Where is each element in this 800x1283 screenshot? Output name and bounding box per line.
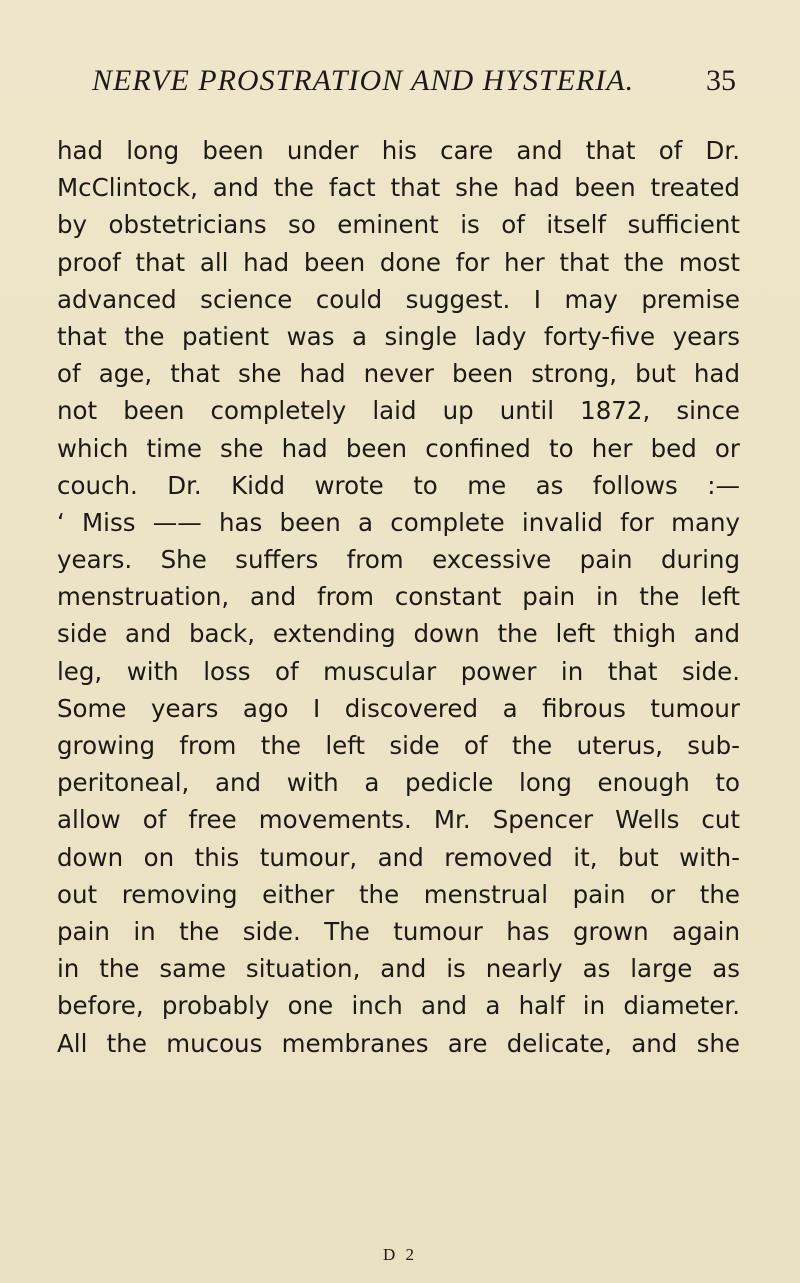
text-line: menstruation, and from constant pain in the left: [57, 582, 740, 612]
text-line: before, probably one inch and a half in diameter.: [57, 991, 740, 1021]
text-line: allow of free movements. Mr. Spencer Wells cut: [57, 805, 740, 835]
page-number: 35: [706, 64, 736, 97]
text-line: side and back, extending down the left thigh and: [57, 619, 740, 649]
signature-mark: D 2: [382, 1245, 418, 1264]
text-line: ‘ Miss —— has been a complete invalid for many: [57, 507, 740, 537]
text-line: not been completely laid up until 1872, since: [57, 396, 740, 426]
text-line: peritoneal, and with a pedicle long enough to: [57, 768, 740, 798]
text-line: that the patient was a single lady forty-five years: [57, 321, 740, 351]
text-line: All the mucous membranes are delicate, and she: [57, 1028, 740, 1058]
page-header: [92, 64, 736, 108]
text-line: couch. Dr. Kidd wrote to me as follows :—: [57, 470, 740, 500]
text-line: McClintock, and the fact that she had been treated: [57, 173, 740, 203]
text-line: in the same situation, and is nearly as large as: [57, 954, 740, 984]
text-line: by obstetricians so eminent is of itself sufficient: [57, 210, 740, 240]
text-line: down on this tumour, and removed it, but with-: [57, 842, 740, 872]
text-line: out removing either the menstrual pain or the: [57, 879, 740, 909]
body-text: [57, 132, 740, 1062]
text-line: of age, that she had never been strong, but had: [57, 359, 740, 389]
text-line: years. She suffers from excessive pain during: [57, 545, 740, 575]
text-line: leg, with loss of muscular power in that side.: [57, 656, 740, 686]
text-line: growing from the left side of the uterus, sub-: [57, 731, 740, 760]
text-line: advanced science could suggest. I may premise: [57, 284, 740, 314]
text-line: proof that all had been done for her that the most: [57, 247, 740, 277]
text-line: Some years ago I discovered a fibrous tumour: [57, 693, 740, 723]
running-head: NERVE PROSTRATION AND HYSTERIA.: [92, 64, 635, 97]
text-line: which time she had been confined to her bed or: [57, 433, 740, 463]
text-line: had long been under his care and that of Dr.: [57, 136, 740, 165]
text-line: pain in the side. The tumour has grown again: [57, 916, 740, 946]
